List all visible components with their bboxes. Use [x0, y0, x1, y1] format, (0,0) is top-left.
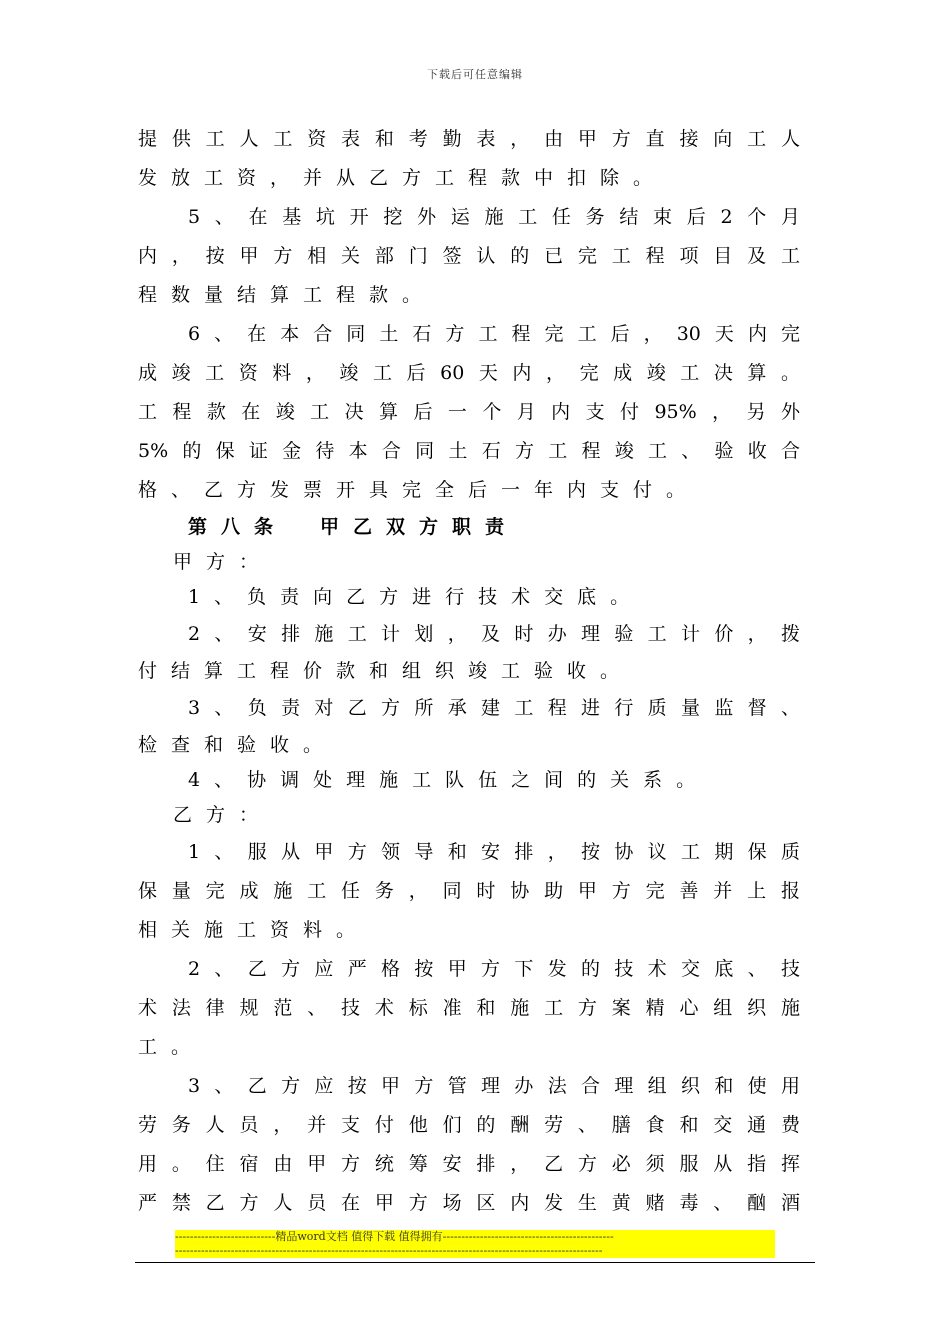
footer-line-1: ---------------------------精品word文档 值得下载 值得拥有---------------------------------------------- [175, 1230, 614, 1243]
party-a-item-1: 1、负责向乙方进行技术交底。 [188, 586, 644, 608]
text-line: 成竣工资料，竣工后60天内，完成竣工决算。 [138, 362, 800, 384]
clause-5-line: 5、在基坑开挖外运施工任务结束后2个月 [188, 206, 800, 228]
page-header: 下载后可任意编辑 [427, 68, 523, 81]
text-line: 劳务人员，并支付他们的酬劳、膳食和交通费 [138, 1114, 800, 1136]
text-line: 相关施工资料。 [138, 919, 370, 941]
text-line: 提供工人工资表和考勤表，由甲方直接向工人 [138, 128, 800, 150]
text-line: 工程款在竣工决算后一个月内支付95%，另外 [138, 401, 800, 423]
text-line: 保量完成施工任务，同时协助甲方完善并上报 [138, 880, 800, 902]
document-body [138, 120, 800, 1223]
party-a-item-3: 3、负责对乙方所承建工程进行质量监督、 [188, 697, 800, 719]
text-line: 术法律规范、技术标准和施工方案精心组织施 [138, 997, 800, 1019]
text-line: 格、乙方发票开具完全后一年内支付。 [138, 479, 700, 501]
text-line: 程数量结算工程款。 [138, 284, 436, 306]
text-line: 内，按甲方相关部门签认的已完工程项目及工 [138, 245, 800, 267]
text-line: 5%的保证金待本合同土石方工程竣工、验收合 [138, 440, 800, 462]
party-a-item-2: 2、安排施工计划，及时办理验工计价，拨 [188, 623, 800, 645]
text-line: 工。 [138, 1036, 205, 1058]
footer-line-2: ------------------------------------------------------------------------------------------------------------------- [175, 1244, 603, 1257]
party-a-item-4: 4、协调处理施工队伍之间的关系。 [188, 769, 710, 791]
text-line: 严禁乙方人员在甲方场区内发生黄赌毒、酗酒 [138, 1192, 800, 1214]
text-line: 发放工资，并从乙方工程款中扣除。 [138, 167, 667, 189]
footer-divider [135, 1262, 815, 1263]
clause-6-line: 6、在本合同土石方工程完工后，30天内完 [188, 323, 800, 345]
text-line: 付结算工程价款和组织竣工验收。 [138, 660, 634, 682]
party-b-item-2: 2、乙方应严格按甲方下发的技术交底、技 [188, 958, 800, 980]
article-8-heading: 第八条 甲乙双方职责 [188, 516, 519, 538]
text-line: 用。住宿由甲方统筹安排，乙方必须服从指挥 [138, 1153, 800, 1175]
party-b-item-3: 3、乙方应按甲方管理办法合理组织和使用 [188, 1075, 800, 1097]
party-b-item-1: 1、服从甲方领导和安排，按协议工期保质 [188, 841, 800, 863]
footer-banner [175, 1230, 775, 1258]
party-b-label: 乙方： [173, 804, 273, 826]
party-a-label: 甲方： [173, 551, 273, 573]
text-line: 检查和验收。 [138, 734, 337, 756]
